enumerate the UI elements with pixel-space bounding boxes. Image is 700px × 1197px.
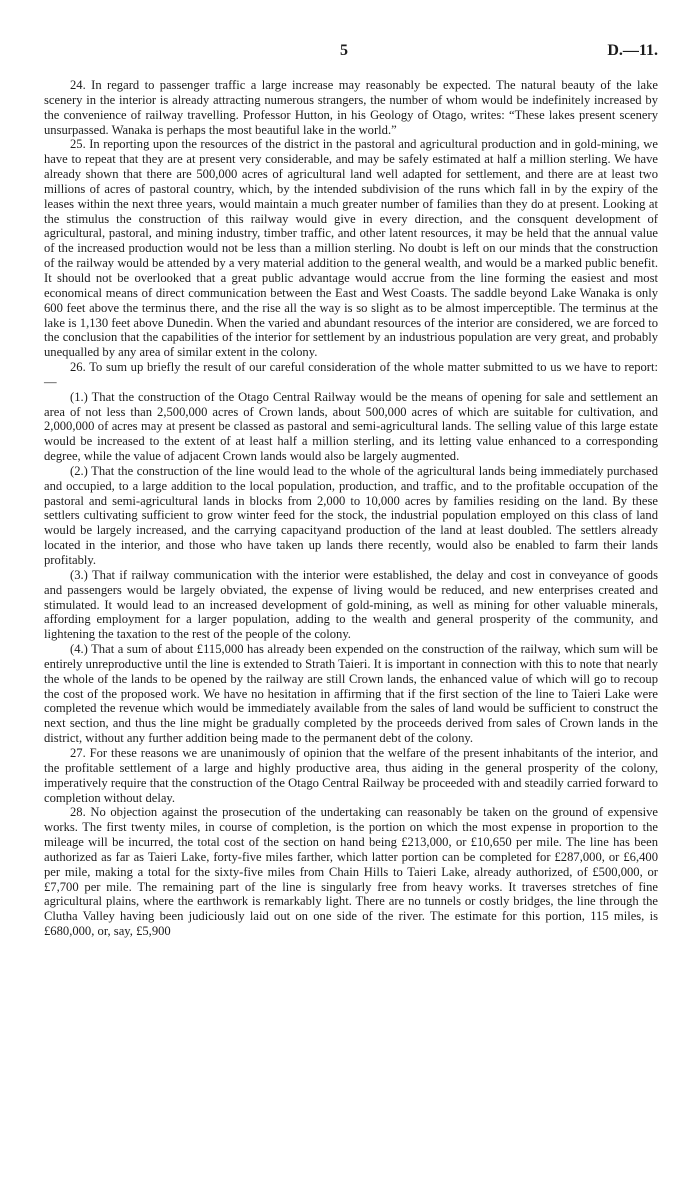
paragraph-25: 25. In reporting upon the resources of the district in the pastoral and agricultural production and in gold-mining, we have to repeat that they are at present very considerable, and may be safely estimated at half a million sterling. We have already shown that there are 500,000 acres of agricultural land well adapted for settlement, and there are at least two millions of acres of pastoral country, which, by the intended subdivision of the runs which fall in by the expiry of the leases within the next three years, would maintain a much greater number of families than they do at present. Looking at the stimulus the construction of this railway would give in every direction, and the consquent development of agricultural, pastoral, and mining industry, timber traffic, and other latent resources, it may be held that the annual value of the increased production would not be less than a million sterling. No doubt is left on our minds that the construction of the railway would be attended by a very material addition to the general wealth, and would be a marked public benefit. It should not be overlooked that a great public advantage would accrue from the line forming the easiest and most economical means of direct communication between the East and West Coasts. The saddle beyond Lake Wanaka is only 600 feet above the terminus there, and the rise all the way is so slight as to be almost imperceptible. The terminus at the lake is 1,130 feet above Dunedin. When the varied and abundant resources of the interior are considered, we are forced to the conclusion that the capabilities of the interior for settlement by an industrious population are very great, and probably unequalled by any area of similar extent in the colony. [44,137,658,360]
document-reference: D.—11. [607,42,658,59]
paragraph-24: 24. In regard to passenger traffic a large increase may reasonably be expected. The natural beauty of the lake scenery in the interior is already attracting numerous strangers, the number of whom would be indefinitely increased by the convenience of railway travelling. Professor Hutton, in his Geology of Otago, writes: “These lakes present scenery unsurpassed. Wanaka is perhaps the most beautiful lake in the world.” [44,78,658,137]
paragraph-26-item-2: (2.) That the construction of the line would lead to the whole of the agricultural lands being immediately purchased and occupied, to a large addition to the local population, production, and traffic, and to the profitable occupation of the pastoral and semi-agricultural lands in blocks from 2,000 to 10,000 acres by families residing on the land. By these settlers cultivating sufficient to grow winter feed for the stock, the industrial population employed on this class of land would be largely increased, and the carrying capacityand production of the land at least doubled. The settlers already located in the interior, and those who have taken up lands there recently, would also be enabled to farm their lands profitably. [44,463,658,567]
paragraph-26-item-4: (4.) That a sum of about £115,000 has already been expended on the construction of the railway, which sum will be entirely unreproductive until the line is extended to Strath Taieri. It is important in connection with this to note that nearly the whole of the lands to be opened by the railway are still Crown lands, the enhanced value of which will go to recoup the cost of the proposed work. We have no hesitation in affirming that if the first section of the line to Taieri Lake were completed the revenue which would be immediately available from the sales of land would be sufficient to construct the next section, and thus the line might be gradually completed by the proceeds derived from sales of Crown lands in the district, without any further addition being made to the permanent debt of the colony. [44,642,658,746]
paragraph-27: 27. For these reasons we are unanimously of opinion that the welfare of the present inhabitants of the interior, and the profitable settlement of a large and highly productive area, thus aiding in the general prosperity of the colony, imperatively require that the construction of the Otago Central Railway be proceeded with and steadily carried forward to completion without delay. [44,745,658,805]
paragraph-28: 28. No objection against the prosecution of the undertaking can reasonably be taken on the ground of expensive works. The first twenty miles, in course of completion, is the portion on which the most expense in proportion to the mileage will be incurred, the total cost of the section on hand being £213,000, or £10,650 per mile. The line has been authorized as far as Taieri Lake, forty-five miles farther, which latter portion can be completed for £287,000, or £6,400 per mile, making a total for the sixty-five miles from Chain Hills to Taieri Lake, already authorized, of £500,000, or £7,700 per mile. The remaining part of the line is singularly free from heavy works. It traverses stretches of fine agricultural plains, where the earthwork is remarkably light. There are no tunnels or costly bridges, the line through the Clutha Valley having been judiciously laid out on one side of the river. The estimate for this portion, 115 miles, is £680,000, or, say, £5,900 [44,805,658,939]
paragraph-26-item-1: (1.) That the construction of the Otago Central Railway would be the means of opening for sale and settlement an area of not less than 2,500,000 acres of Crown lands, about 500,000 acres of which are suitable for cultivation, and 2,000,000 of acres may at present be classed as pastoral and semi-agricultural lands. The selling value of this large estate would be increased to the extent of at least half a million sterling, and its letting value enhanced to a corresponding degree, while the value of adjacent Crown lands would also be largely augmented. [44,389,658,464]
paragraph-26-item-3: (3.) That if railway communication with the interior were established, the delay and cost in conveyance of goods and passengers would be largely obviated, the expense of living would be reduced, and new enterprises created and stimulated. It would lead to an increased development of gold-mining, as well as mining for other valuable minerals, affording employment for a larger population, adding to the wealth and general prosperity of the community, and lightening the taxation to the rest of the people of the colony. [44,567,658,642]
body-text [44,78,658,939]
paragraph-26: 26. To sum up briefly the result of our careful consideration of the whole matter submitted to us we have to report:— [44,360,658,389]
page-number: 5 [340,42,348,59]
page-header [0,42,700,64]
